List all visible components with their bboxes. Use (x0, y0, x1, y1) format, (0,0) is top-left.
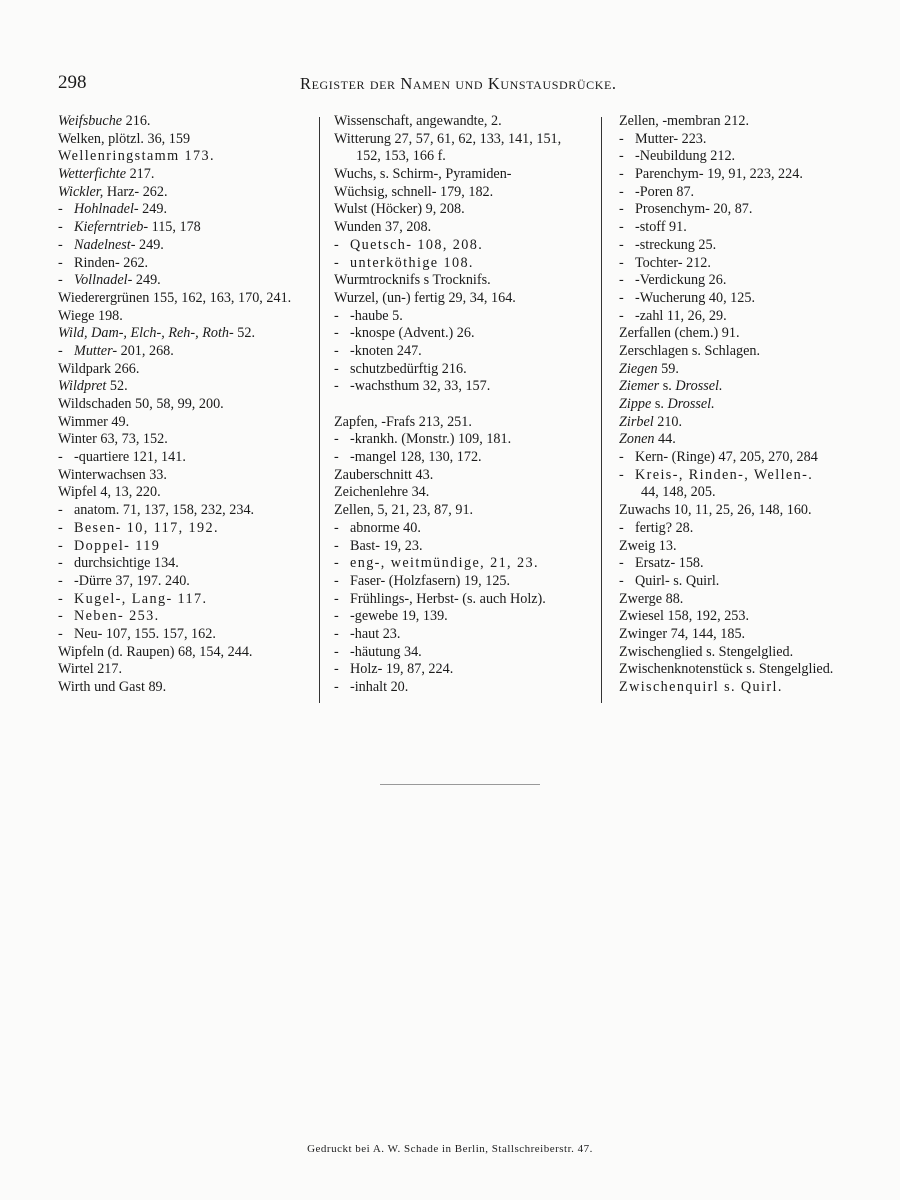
italic-term: Nadelnest- (74, 236, 136, 253)
italic-term: Kieferntrieb- (74, 219, 149, 236)
ditto-dash: - (58, 254, 63, 271)
ditto-dash: - (58, 537, 65, 554)
index-entry: Zwerge 88. (619, 590, 684, 607)
ditto-dash: - (619, 166, 624, 183)
italic-term: Wetterfichte (58, 166, 127, 183)
index-entry: Wissenschaft, angewandte, 2. (334, 113, 502, 129)
italic-term: Ziemer (619, 378, 660, 395)
index-subentry: - -inhalt 20. (334, 679, 409, 695)
index-entry: Zerfallen (chem.) 91. (619, 325, 740, 342)
italic-reference: Drossel. (667, 396, 715, 412)
index-subentry: - Mutter- 223. (619, 130, 707, 147)
index-entry: Zauberschnitt 43. (334, 466, 434, 483)
index-entry: Zapfen, -Frafs 213, 251. (334, 413, 472, 430)
italic-term: Mutter- (74, 342, 118, 359)
ditto-dash: - (619, 148, 624, 165)
italic-term: Weifsbuche (58, 113, 123, 129)
ditto-dash: - (334, 590, 339, 607)
index-entry: Wellenringstamm 173. (58, 148, 215, 165)
index-subentry: - Kern- (Ringe) 47, 205, 270, 284 (619, 449, 818, 466)
index-subentry: - -Verdickung 26. (619, 272, 727, 289)
index-subentry: - Vollnadel- 249. (58, 272, 161, 289)
index-subentry: - Ersatz- 158. (619, 555, 704, 572)
italic-term: Wild, Dam-, Elch-, Reh-, Roth- (58, 325, 234, 342)
ditto-dash: - (58, 219, 63, 236)
index-entry: Welken, plötzl. 36, 159 (58, 130, 191, 147)
index-column-1 (58, 113, 320, 697)
ditto-dash: - (334, 342, 339, 359)
index-entry: Wiederergrünen 155, 162, 163, 170, 241. (58, 289, 292, 306)
index-subentry: - -knoten 247. (334, 342, 422, 359)
index-entry: Zellen, -membran 212. (619, 113, 750, 129)
ditto-dash: - (334, 625, 339, 642)
end-divider (380, 784, 540, 785)
italic-term: Wickler, (58, 183, 104, 200)
ditto-dash: - (334, 254, 341, 271)
italic-term: Wildpret (58, 378, 107, 395)
index-subentry: - Parenchym- 19, 91, 223, 224. (619, 166, 803, 183)
ditto-dash: - (334, 378, 339, 395)
index-entry: Wild, Dam-, Elch-, Reh-, Roth- 52. (58, 325, 256, 342)
ditto-dash: - (58, 236, 63, 253)
index-entry: Zwischenquirl s. Quirl. (619, 679, 783, 695)
index-subentry: - -knospe (Advent.) 26. (334, 325, 475, 342)
index-subentry: - -haube 5. (334, 307, 403, 324)
index-entry: Wuchs, s. Schirm-, Pyramiden- (334, 166, 512, 183)
index-entry: Wildpret 52. (58, 378, 128, 395)
printer-imprint: Gedruckt bei A. W. Schade in Berlin, Stallschreiberstr. 47. (307, 1143, 593, 1155)
ditto-dash: - (334, 643, 339, 660)
ditto-dash: - (619, 519, 624, 536)
index-subentry: - Neben- 253. (58, 608, 160, 625)
index-subentry: - Bast- 19, 23. (334, 537, 423, 554)
ditto-dash: - (58, 608, 65, 625)
index-subentry: - anatom. 71, 137, 158, 232, 234. (58, 502, 255, 519)
ditto-dash: - (334, 608, 339, 625)
index-entry: Zerschlagen s. Schlagen. (619, 342, 761, 359)
ditto-dash: - (619, 272, 624, 289)
index-subentry: - Prosenchym- 20, 87. (619, 201, 753, 218)
ditto-dash: - (619, 555, 624, 572)
index-entry: Winter 63, 73, 152. (58, 431, 168, 448)
index-entry: Wimmer 49. (58, 413, 130, 430)
index-entry: Zeichenlehre 34. (334, 484, 430, 501)
index-column-2 (334, 113, 596, 697)
index-subentry: - Nadelnest- 249. (58, 236, 164, 253)
index-subentry: - fertig? 28. (619, 519, 694, 536)
index-subentry: - -quartiere 121, 141. (58, 449, 186, 466)
index-subentry: - -Neubildung 212. (619, 148, 736, 165)
ditto-dash: - (58, 590, 65, 607)
ditto-dash: - (334, 679, 339, 695)
ditto-dash: - (334, 537, 339, 554)
ditto-dash: - (619, 236, 624, 253)
index-entry: Zellen, 5, 21, 23, 87, 91. (334, 502, 474, 519)
index-subentry: - Tochter- 212. (619, 254, 711, 271)
ditto-dash: - (334, 555, 341, 572)
index-subentry: - Besen- 10, 117, 192. (58, 519, 219, 536)
index-subentry: - Quetsch- 108, 208. (334, 236, 484, 253)
index-subentry: - -Dürre 37, 197. 240. (58, 572, 190, 589)
index-subentry: - abnorme 40. (334, 519, 421, 536)
ditto-dash: - (58, 625, 63, 642)
index-entry: Wulst (Höcker) 9, 208. (334, 201, 465, 218)
index-entry: Ziemer s. Drossel. (619, 378, 723, 395)
italic-term: Zippe (619, 396, 652, 412)
ditto-dash: - (58, 272, 63, 289)
index-subentry: - -stoff 91. (619, 219, 687, 236)
ditto-dash: - (619, 183, 624, 200)
ditto-dash: - (58, 201, 63, 218)
ditto-dash: - (334, 360, 339, 377)
italic-reference: Drossel. (675, 378, 723, 395)
index-entry: Witterung 27, 57, 61, 62, 133, 141, 151, (334, 130, 562, 147)
ditto-dash: - (619, 201, 624, 218)
ditto-dash: - (58, 502, 63, 519)
italic-term: Ziegen (619, 360, 658, 377)
index-subentry: - Neu- 107, 155. 157, 162. (58, 625, 216, 642)
ditto-dash: - (619, 307, 624, 324)
italic-term: Hohlnadel- (74, 201, 139, 218)
index-entry: Wirtel 217. (58, 661, 123, 678)
page-number: 298 (58, 72, 87, 93)
index-subentry: - Doppel- 119 (58, 537, 161, 554)
index-subentry: - -krankh. (Monstr.) 109, 181. (334, 431, 512, 448)
ditto-dash: - (58, 572, 63, 589)
index-subentry: - durchsichtige 134. (58, 555, 179, 572)
ditto-dash: - (334, 307, 339, 324)
index-entry: Wiege 198. (58, 307, 123, 324)
index-subentry: - Mutter- 201, 268. (58, 342, 174, 359)
index-subentry: - Quirl- s. Quirl. (619, 572, 720, 589)
ditto-dash: - (334, 236, 341, 253)
index-subentry: - Kugel-, Lang- 117. (58, 590, 208, 607)
index-entry: Zippe s. Drossel. (619, 396, 715, 412)
index-entry: Wirth und Gast 89. (58, 679, 167, 695)
index-entry: Wüchsig, schnell- 179, 182. (334, 183, 494, 200)
index-entry: Wurzel, (un-) fertig 29, 34, 164. (334, 289, 516, 306)
ditto-dash: - (58, 342, 63, 359)
index-subentry: - unterköthige 108. (334, 254, 474, 271)
index-subentry: - Faser- (Holzfasern) 19, 125. (334, 572, 511, 589)
index-entry: Wildpark 266. (58, 360, 140, 377)
index-subentry: 44, 148, 205. (641, 484, 716, 501)
index-subentry: - -zahl 11, 26, 29. (619, 307, 727, 324)
ditto-dash: - (334, 572, 339, 589)
ditto-dash: - (619, 289, 624, 306)
index-subentry: - -Poren 87. (619, 183, 695, 200)
index-entry: Zuwachs 10, 11, 25, 26, 148, 160. (619, 502, 812, 519)
column-rule-2 (601, 117, 602, 703)
ditto-dash: - (619, 130, 624, 147)
index-entry: Ziegen 59. (619, 360, 679, 377)
index-column-3 (619, 113, 889, 697)
index-subentry: - Kieferntrieb- 115, 178 (58, 219, 201, 236)
index-subentry: - Kreis-, Rinden-, Wellen-. (619, 466, 814, 483)
index-entry: Wickler, Harz- 262. (58, 183, 168, 200)
ditto-dash: - (58, 519, 65, 536)
index-subentry: - -gewebe 19, 139. (334, 608, 448, 625)
column-rule-1 (319, 117, 320, 703)
ditto-dash: - (334, 661, 339, 678)
index-entry: Wunden 37, 208. (334, 219, 432, 236)
index-subentry: - Rinden- 262. (58, 254, 149, 271)
entry-gap (334, 396, 596, 414)
index-subentry: - Frühlings-, Herbst- (s. auch Holz). (334, 590, 546, 607)
index-entry: Zweig 13. (619, 537, 677, 554)
index-subentry: - -haut 23. (334, 625, 401, 642)
running-head: Register der Namen und Kunstausdrücke. (300, 74, 617, 93)
index-entry: Wurmtrocknifs s Trocknifs. (334, 272, 491, 289)
ditto-dash: - (619, 219, 624, 236)
index-subentry: - Holz- 19, 87, 224. (334, 661, 454, 678)
ditto-dash: - (58, 449, 63, 466)
ditto-dash: - (619, 466, 626, 483)
ditto-dash: - (58, 555, 63, 572)
italic-term: Zirbel (619, 413, 654, 430)
index-subentry: - -Wucherung 40, 125. (619, 289, 755, 306)
index-subentry: - eng-, weitmündige, 21, 23. (334, 555, 539, 572)
index-entry: Weifsbuche 216. (58, 113, 151, 129)
index-entry: Zwiesel 158, 192, 253. (619, 608, 750, 625)
index-entry: Zwischenknotenstück s. Stengelglied. (619, 661, 834, 678)
index-entry: Winterwachsen 33. (58, 466, 167, 483)
index-entry: Zonen 44. (619, 431, 676, 448)
index-entry: Wipfel 4, 13, 220. (58, 484, 161, 501)
ditto-dash: - (334, 519, 339, 536)
index-subentry: - Hohlnadel- 249. (58, 201, 167, 218)
index-entry: Wipfeln (d. Raupen) 68, 154, 244. (58, 643, 253, 660)
ditto-dash: - (619, 254, 624, 271)
ditto-dash: - (334, 449, 339, 466)
index-entry: Zwischenglied s. Stengelglied. (619, 643, 794, 660)
index-subentry: 152, 153, 166 f. (356, 148, 446, 165)
italic-term: Vollnadel- (74, 272, 133, 289)
index-subentry: - -streckung 25. (619, 236, 717, 253)
ditto-dash: - (334, 325, 339, 342)
italic-term: Zonen (619, 431, 655, 448)
ditto-dash: - (334, 431, 339, 448)
ditto-dash: - (619, 449, 624, 466)
index-subentry: - schutzbedürftig 216. (334, 360, 467, 377)
index-subentry: - -wachsthum 32, 33, 157. (334, 378, 491, 395)
index-subentry: - -mangel 128, 130, 172. (334, 449, 482, 466)
index-entry: Wetterfichte 217. (58, 166, 155, 183)
index-entry: Zirbel 210. (619, 413, 683, 430)
index-entry: Zwinger 74, 144, 185. (619, 625, 746, 642)
index-subentry: - -häutung 34. (334, 643, 422, 660)
index-entry: Wildschaden 50, 58, 99, 200. (58, 396, 224, 412)
ditto-dash: - (619, 572, 624, 589)
